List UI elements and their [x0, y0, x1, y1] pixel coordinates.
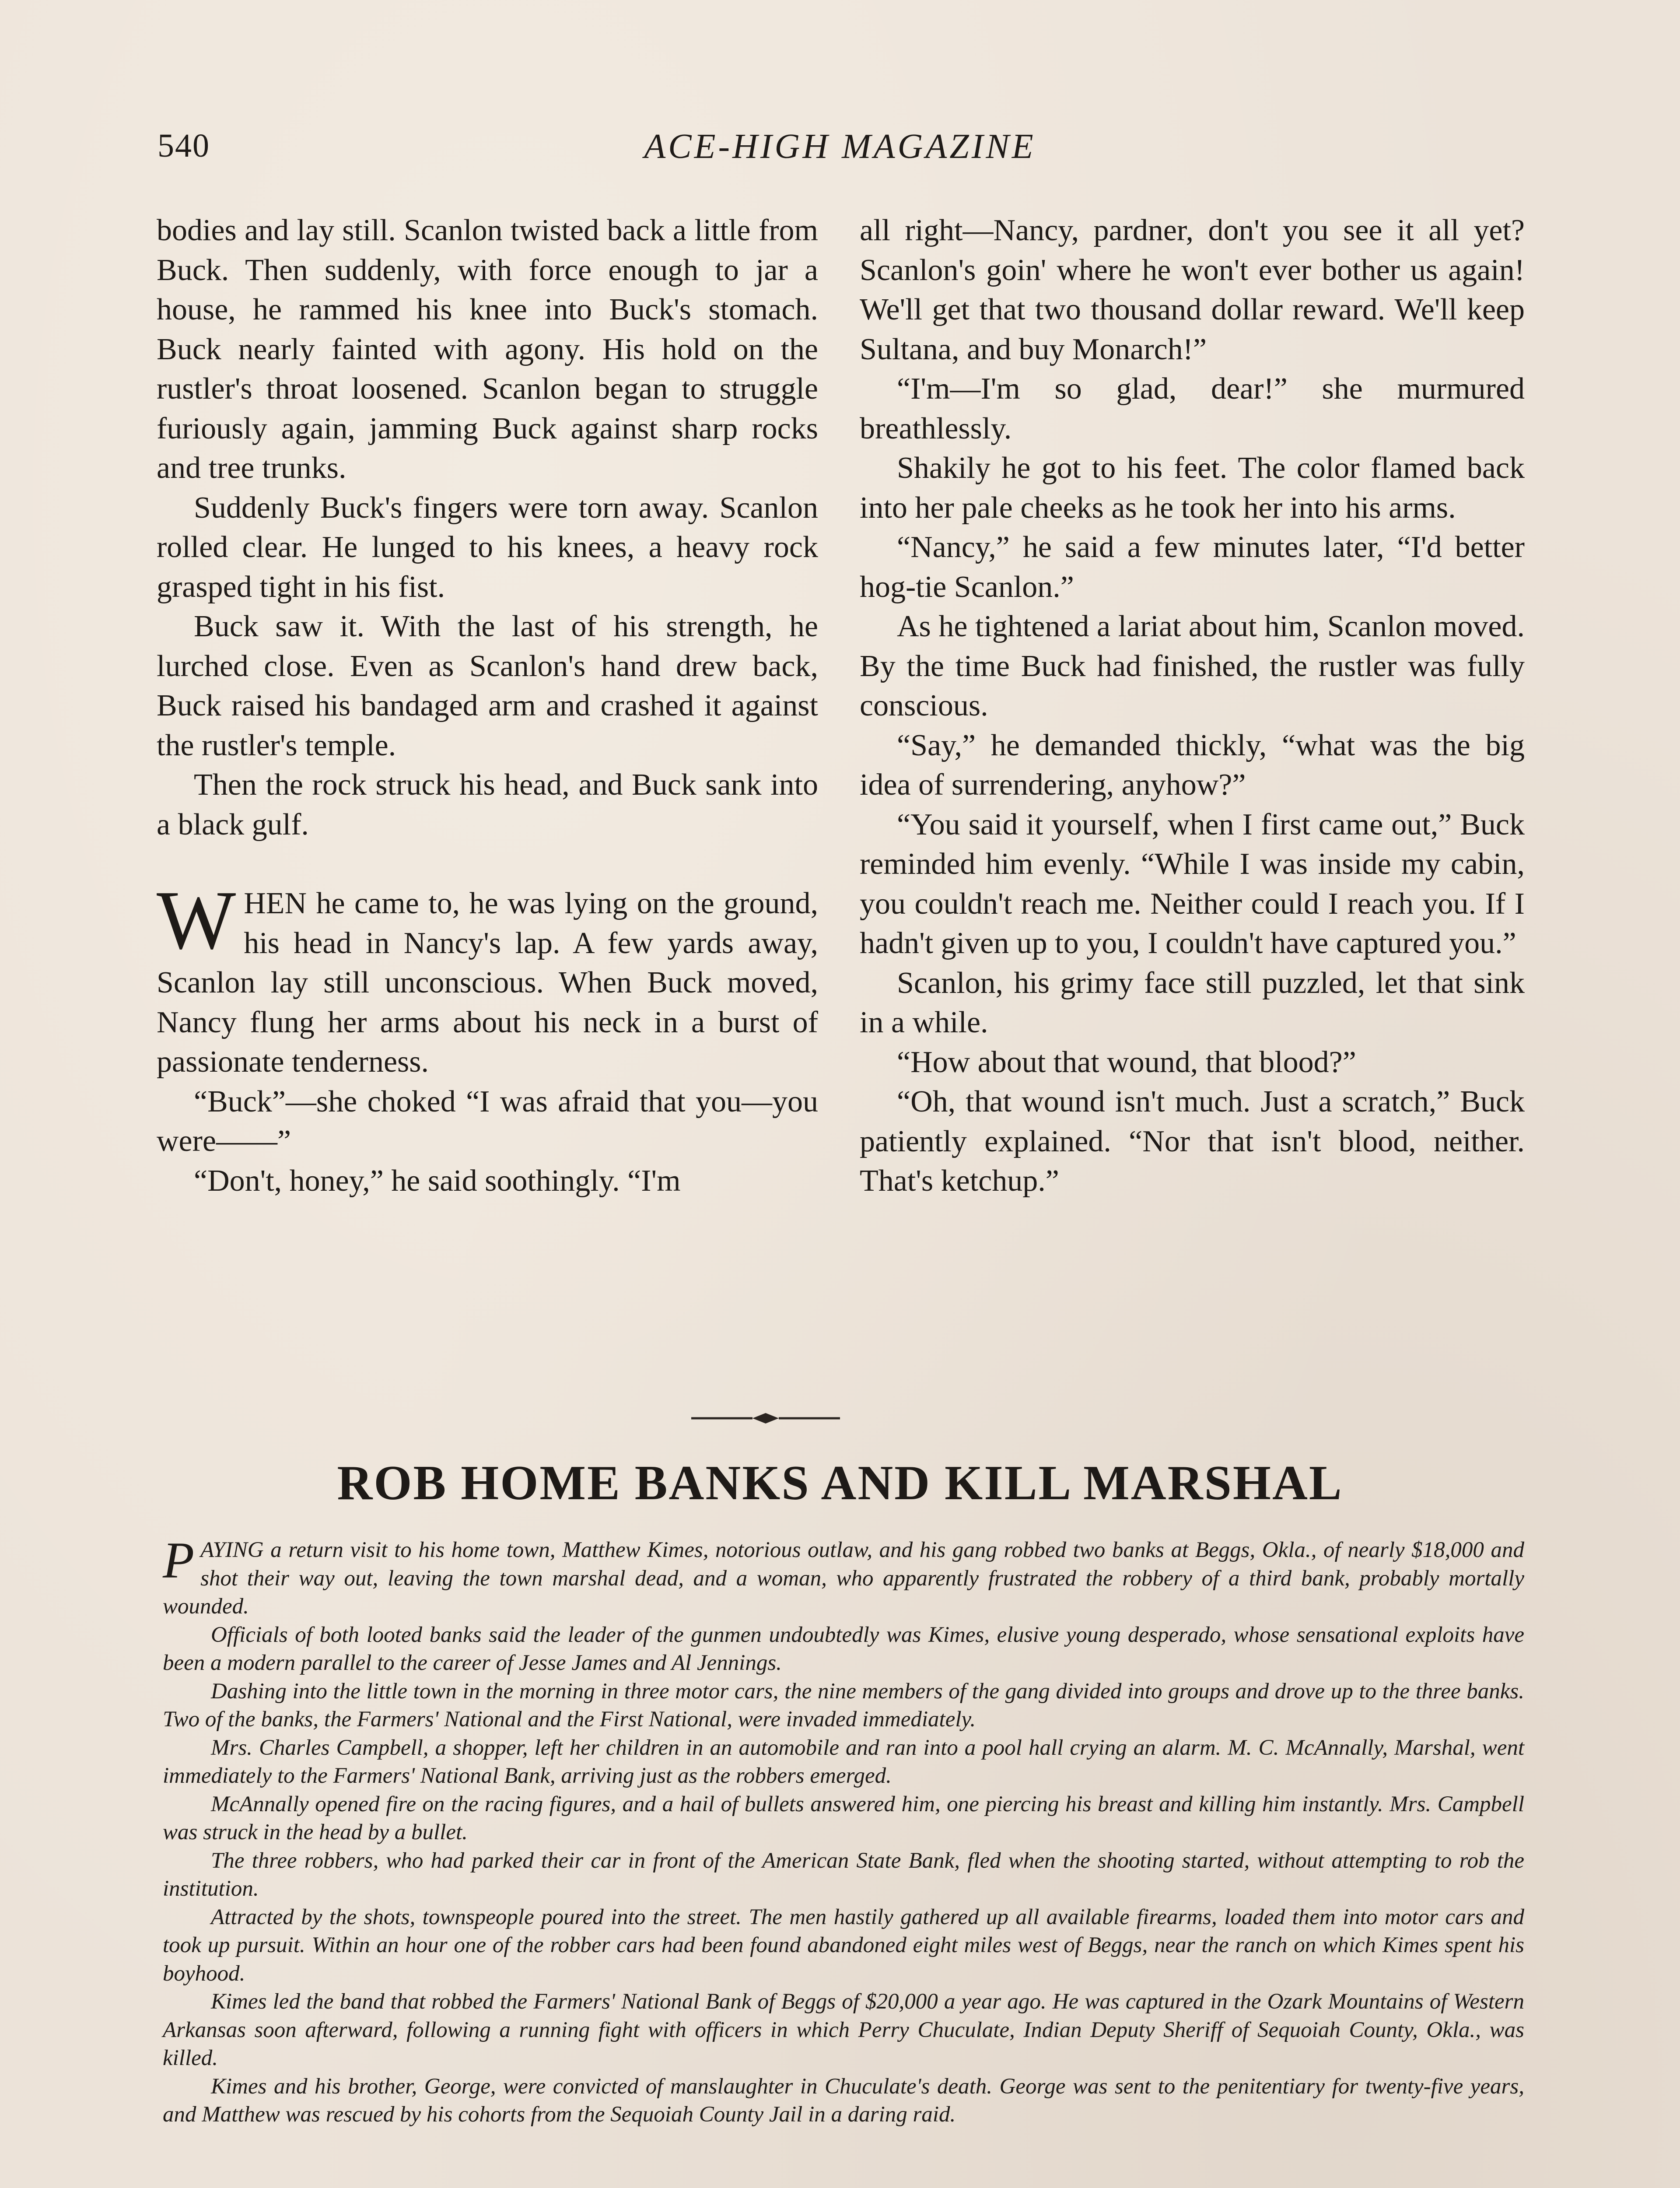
story-paragraph: Scanlon, his grimy face still puzzled, let that sink in a while. [860, 966, 1525, 1039]
story-left-column [157, 211, 818, 1201]
story-paragraph: Buck saw it. With the last of his strength, he lurched close. Even as Scanlon's hand drew back, Buck raised his bandaged arm and crashed it against the rustler's temple. [157, 610, 818, 762]
story-paragraph: Suddenly Buck's fingers were torn away. Scanlon rolled clear. He lunged to his knees, a heavy rock grasped tight in his fist. [157, 491, 818, 604]
story-paragraph: “You said it yourself, when I first came out,” Buck reminded him evenly. “While I was inside my cabin, you couldn't reach me. Neither could I reach you. If I hadn't given up to you, I couldn't have captured you.” [860, 807, 1525, 960]
story-paragraph: Shakily he got to his feet. The color flamed back into her pale cheeks as he took her into his arms. [860, 451, 1525, 525]
story-paragraph: “Oh, that wound isn't much. Just a scratch,” Buck patiently explained. “Nor that isn't blood, neither. That's ketchup.” [860, 1085, 1525, 1198]
story-paragraph: “Buck”—she choked “I was afraid that you—you were——” [157, 1084, 818, 1158]
story-paragraph: all right—Nancy, pardner, don't you see it all yet? Scanlon's goin' where he won't ever bother us again! We'll get that two thousand dollar reward. We'll keep Sultana, and buy Monarch!” [860, 214, 1525, 366]
story-right-column [860, 211, 1525, 1201]
article-paragraph: The three robbers, who had parked their car in front of the American State Bank, fled when the shooting started, without attempting to rob the institution. [163, 1848, 1524, 1901]
article-paragraph: Kimes led the band that robbed the Farmers' National Bank of Beggs of $20,000 a year ago. He was captured in the Ozark Mountains of Western Arkansas soon afterward, following a running fight with officers in which Perry Chuculate, Indian Deputy Sheriff of Sequoiah County, Okla., was killed. [163, 1989, 1524, 2070]
magazine-title: ACE-HIGH MAGAZINE [644, 127, 1036, 166]
article-first-text: AYING a return visit to his home town, Matthew Kimes, notorious outlaw, and his gang robbed two banks at Beggs, Okla., of nearly $18,000 and shot their way out, leaving the town marshal dead, and a woman, who apparently frustrated the robbery of a third bank, probably mortally wounded. [163, 1538, 1524, 1619]
article-paragraph: Attracted by the shots, townspeople poured into the street. The men hastily gathered up all available firearms, loaded them into motor cars and took up pursuit. Within an hour one of the robber cars had been found abandoned eight miles west of Beggs, near the ranch on which Kimes spent his boyhood. [163, 1904, 1524, 1986]
story-paragraph: “How about that wound, that blood?” [897, 1045, 1356, 1079]
article-paragraph: Officials of both looted banks said the leader of the gunmen undoubtedly was Kimes, elusive young desperado, whose sensational exploits have been a modern parallel to the career of Jesse James and Al Jennings. [163, 1622, 1524, 1675]
story-paragraph: bodies and lay still. Scanlon twisted back a little from Buck. Then suddenly, with force enough to jar a house, he rammed his knee into Buck's stomach. Buck nearly fainted with agony. His hold on the rustler's throat loosened. Scanlon began to struggle furiously again, jamming Buck against sharp rocks and tree trunks. [157, 214, 818, 485]
story-paragraph: Then the rock struck his head, and Buck sank into a black gulf. [157, 768, 818, 842]
story-paragraph: “Say,” he demanded thickly, “what was the big idea of surrendering, anyhow?” [860, 728, 1525, 802]
article-paragraph: Mrs. Charles Campbell, a shopper, left her children in an automobile and ran into a pool hall crying an alarm. M. C. McAnnally, Marshal, went immediately to the Farmers' National Bank, arriving just as the robbers emerged. [163, 1735, 1524, 1788]
section-opening-paragraph [157, 873, 818, 1082]
section-opening-text: HEN he came to, he was lying on the ground, his head in Nancy's lap. A few yards away, Scanlon lay still unconscious. When Buck moved, Nancy flung her arms about his neck in a burst of passionate tenderness. [157, 887, 818, 1079]
story-paragraph: “Don't, honey,” he said soothingly. “I'm [194, 1164, 681, 1198]
section-dropcap: W [157, 873, 236, 967]
ornamental-divider [691, 1412, 840, 1425]
article-paragraph: McAnnally opened fire on the racing figures, and a hail of bullets answered him, one piercing his breast and killing him instantly. Mrs. Campbell was struck in the head by a bullet. [163, 1792, 1524, 1844]
news-article-body [163, 1532, 1524, 2129]
page-header [0, 127, 1680, 175]
article-paragraph [163, 1532, 1524, 1621]
story-paragraph: As he tightened a lariat about him, Scanlon moved. By the time Buck had finished, the rustler was fully conscious. [860, 610, 1525, 722]
story-paragraph: “Nancy,” he said a few minutes later, “I'd better hog-tie Scanlon.” [860, 530, 1525, 604]
article-dropcap: P [163, 1532, 195, 1589]
article-paragraph: Dashing into the little town in the morning in three motor cars, the nine members of the gang divided into groups and drove up to the three banks. Two of the banks, the Farmers' National and the First National, were invaded immediately. [163, 1679, 1524, 1732]
article-headline: ROB HOME BANKS AND KILL MARSHAL [337, 1456, 1343, 1510]
article-paragraph: Kimes and his brother, George, were convicted of manslaughter in Chuculate's death. George was sent to the penitentiary for twenty-five years, and Matthew was rescued by his cohorts from the Sequoiah County Jail in a daring raid. [163, 2074, 1524, 2127]
page-number: 540 [158, 127, 210, 164]
story-paragraph: “I'm—I'm so glad, dear!” she murmured breathlessly. [860, 372, 1525, 445]
